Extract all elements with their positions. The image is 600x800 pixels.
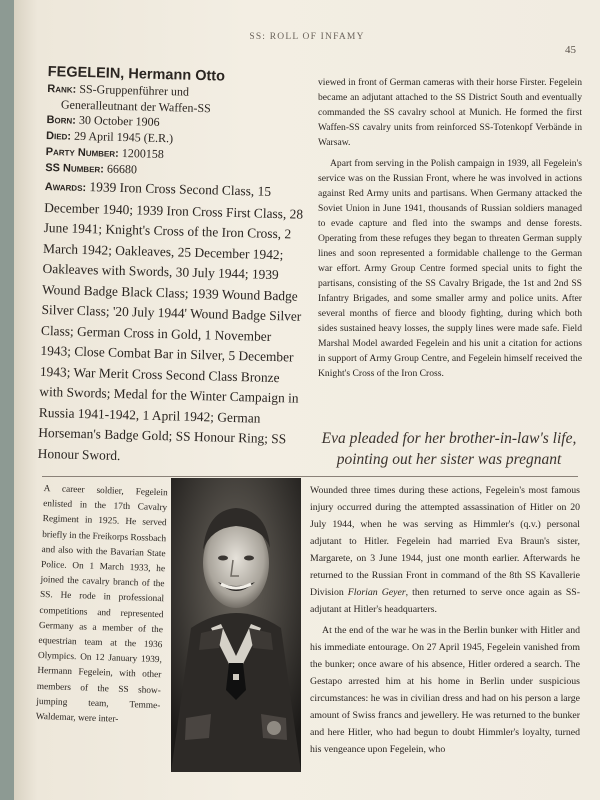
ss-value: 66680 [106, 161, 138, 177]
rank-label: Rank: [47, 82, 77, 96]
paragraph: At the end of the war he was in the Berlin bunker with Hitler and his immediate entourage. On 27 April 1945, Fegelein vanished from the bunker; once aware of his absence, Hitler ordered a search. The Gestapo arrested him at his home in Berlin under suspicious circumstances: he was in civilian dress and had on his person a large amount of Swiss francs and jewellery. He was returned to the bunker and here Hitler, who had begun to doubt Himmler's loyalty, turned his vengeance upon Fegelein, who [310, 625, 580, 755]
section-divider [42, 476, 578, 477]
rank-value-2: Generalleutnant der Waffen-SS [60, 97, 211, 116]
portrait-image [171, 478, 301, 772]
running-header: SS: ROLL OF INFAMY [249, 32, 365, 42]
page-number: 45 [565, 44, 576, 56]
ss-label: SS Number: [45, 161, 105, 176]
book-page [14, 0, 600, 800]
bio-panel [38, 64, 308, 471]
died-value: 29 April 1945 (E.R.) [73, 128, 174, 146]
right-column-top [318, 75, 582, 387]
paragraph: A career soldier, Fegelein enlisted in the 17th Cavalry Regiment in 1925. He served briefly in the Freikorps Rossbach and also with the Bavarian State Police. On 1 March 1933, he joined the cavalry branch of the SS. He rode in professional competitions and represented Germany as a member of the equestrian team at the 1936 Olympics. On 12 January 1939, Hermann Fegelein, with other members of the SS show-jumping team, Temme-Waldemar, were inter- [35, 483, 168, 725]
pull-quote: Eva pleaded for her brother-in-law's life, pointing out her sister was pregnant [321, 430, 577, 468]
awards-value: 1939 Iron Cross Second Class, 15 December 1940; 1939 Iron Cross First Class, 28 June 1941; Knight's Cross of the Iron Cross, 2 March 1942; Oakleaves, 25 December 1942; Oakleaves with Swords, 30 July 1944; 1939 Wound Badge Black Class; 1939 Wound Badge Silver Class; '20 July 1944' Wound Badge Silver Class; German Cross in Gold, 1 November 1943; Close Combat Bar in Silver, 5 December 1943; War Merit Cross Second Class Bronze with Swords; Medal for the Winter Campaign in Russia 1941-1942, 1 April 1942; German Horseman's Badge Gold; SS Honour Ring; SS Honour Sword. [37, 179, 304, 463]
awards-label: Awards: [44, 180, 87, 195]
died-label: Died: [45, 129, 72, 143]
party-value: 1200158 [121, 145, 164, 162]
division-name: Florian Geyer [347, 587, 406, 598]
rank-value: SS-Gruppenführer und [79, 81, 190, 99]
portrait-photo [171, 478, 301, 772]
paragraph: viewed in front of German cameras with their horse Firster. Fegelein became an adjutant attached to the SS District South and eventually commanded the SS cavalry school at Munich. He formed the first Waffen-SS cavalry units from reinforced SS-Totenkopf Verbände in Warsaw. [318, 77, 582, 148]
bio-awards [38, 176, 305, 471]
born-value: 30 October 1906 [78, 112, 160, 129]
paragraph: Apart from serving in the Polish campaign in 1939, all Fegelein's service was on the Russian Front, where he was involved in actions against Red Army units and partisans. When Germany attacked the Soviet Union in June 1941, thousands of Russian soldiers managed to evade capture and fled into the swamps and dense forests. Operating from these refuges they began to threaten German supply lines and soon represented a formidable challenge to the German war effort. Army Group Centre formed special units to fight the partisans, consisting of the SS Cavalry Brigade, the 1st and 2nd SS Infantry Brigades, and some smaller army and police units. After several months of fierce and bloody fighting, during which both sides sustained heavy losses, the supply lines were made safe. Field Marshal Model awarded Fegelein and his unit a citation for actions in support of Army Group Centre, and Fegelein himself received the Knight's Cross of the Iron Cross. [318, 158, 582, 379]
party-label: Party Number: [45, 145, 119, 160]
paragraph-text: Wounded three times during these actions, Fegelein's most famous injury occurred during the attempted assassination of Hitler on 20 July 1944, when he was serving as Himmler's (q.v.) personal adjutant to Hitler. Fegelein had married Eva Braun's sister, Margarete, on 3 June 1944, just one month earlier. Afterwards he returned to the Russian Front in command of the 8th SS Kavallerie Division [310, 485, 580, 598]
bio-name: FEGELEIN, Hermann Otto [47, 64, 226, 85]
paragraph-text-end: , then returned to serve once again as SS-adjutant at Hitler's headquarters. [310, 587, 580, 615]
paragraph [310, 482, 580, 618]
born-label: Born: [46, 113, 77, 127]
left-column-bottom [36, 482, 168, 729]
right-column-bottom [310, 482, 580, 762]
